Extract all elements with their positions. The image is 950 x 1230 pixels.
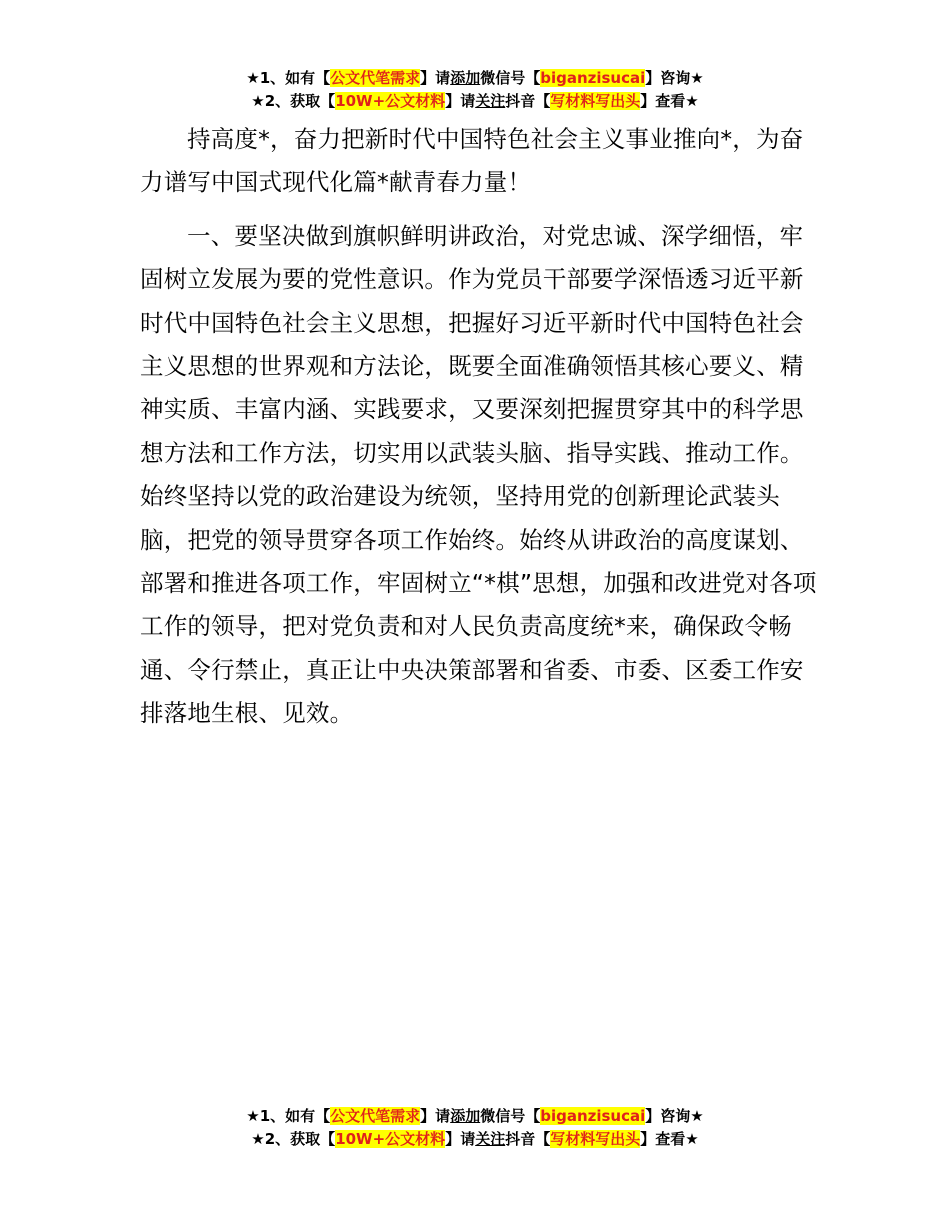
- header-highlight-service: 公文代笔需求: [330, 69, 421, 87]
- footer-line-2-post: 】查看★: [640, 1130, 699, 1148]
- footer-add-word: 添加: [450, 1107, 481, 1125]
- footer-douyin-account: 写材料写出头: [550, 1130, 641, 1148]
- footer-line-2: [0, 1128, 950, 1151]
- header-line-2-pre: ★2、获取【: [251, 92, 336, 110]
- document-body: [140, 118, 825, 736]
- footer-line-1-post: 】咨询★: [645, 1107, 704, 1125]
- header-line-1-mid2: 微信号【: [480, 69, 541, 87]
- header-wechat-id: biganzisucai: [540, 69, 646, 87]
- paragraph-section-one: 一、要坚决做到旗帜鲜明讲政治，对党忠诚、深学细悟，牢固树立发展为要的党性意识。作为党员干部要学深悟透习近平新时代中国特色社会主义思想，把握好习近平新时代中国特色社会主义思想的世界观和方法论，既要全面准确领悟其核心要义、精神实质、丰富内涵、实践要求，又要深刻把握贯穿其中的科学思想方法和工作方法，切实用以武装头脑、指导实践、推动工作。始终坚持以党的政治建设为统领，坚持用党的创新理论武装头脑，把党的领导贯穿各项工作始终。始终从讲政治的高度谋划、部署和推进各项工作，牢固树立“*棋”思想，加强和改进党对各项工作的领导，把对党负责和对人民负责高度统*来，确保政令畅通、令行禁止，真正让中央决策部署和省委、市委、区委工作安排落地生根、见效。: [140, 221, 817, 728]
- footer-banner: [0, 1105, 950, 1151]
- header-line-1-post: 】咨询★: [645, 69, 704, 87]
- header-follow-word: 关注: [475, 92, 506, 110]
- header-line-2-mid1: 】请: [445, 92, 476, 110]
- footer-wechat-id: biganzisucai: [540, 1107, 646, 1125]
- header-line-2: [0, 90, 950, 113]
- footer-line-2-pre: ★2、获取【: [251, 1130, 336, 1148]
- footer-follow-word: 关注: [475, 1130, 506, 1148]
- footer-line-2-mid1: 】请: [445, 1130, 476, 1148]
- footer-line-1-pre: ★1、如有【: [246, 1107, 331, 1125]
- header-line-2-post: 】查看★: [640, 92, 699, 110]
- header-line-1-pre: ★1、如有【: [246, 69, 331, 87]
- paragraph-continuation: 持高度*，奋力把新时代中国特色社会主义事业推向*，为奋力谱写中国式现代化篇*献青春力量！: [140, 125, 804, 197]
- header-douyin-account: 写材料写出头: [550, 92, 641, 110]
- header-add-word: 添加: [450, 69, 481, 87]
- footer-highlight-service: 公文代笔需求: [330, 1107, 421, 1125]
- header-highlight-materials: 10W+公文材料: [335, 92, 446, 110]
- footer-highlight-materials: 10W+公文材料: [335, 1130, 446, 1148]
- footer-line-2-mid2: 抖音【: [505, 1130, 551, 1148]
- header-line-1-mid1: 】请: [420, 69, 451, 87]
- footer-line-1: [0, 1105, 950, 1128]
- footer-line-1-mid2: 微信号【: [480, 1107, 541, 1125]
- header-line-2-mid2: 抖音【: [505, 92, 551, 110]
- header-banner: [0, 67, 950, 113]
- header-line-1: [0, 67, 950, 90]
- footer-line-1-mid1: 】请: [420, 1107, 451, 1125]
